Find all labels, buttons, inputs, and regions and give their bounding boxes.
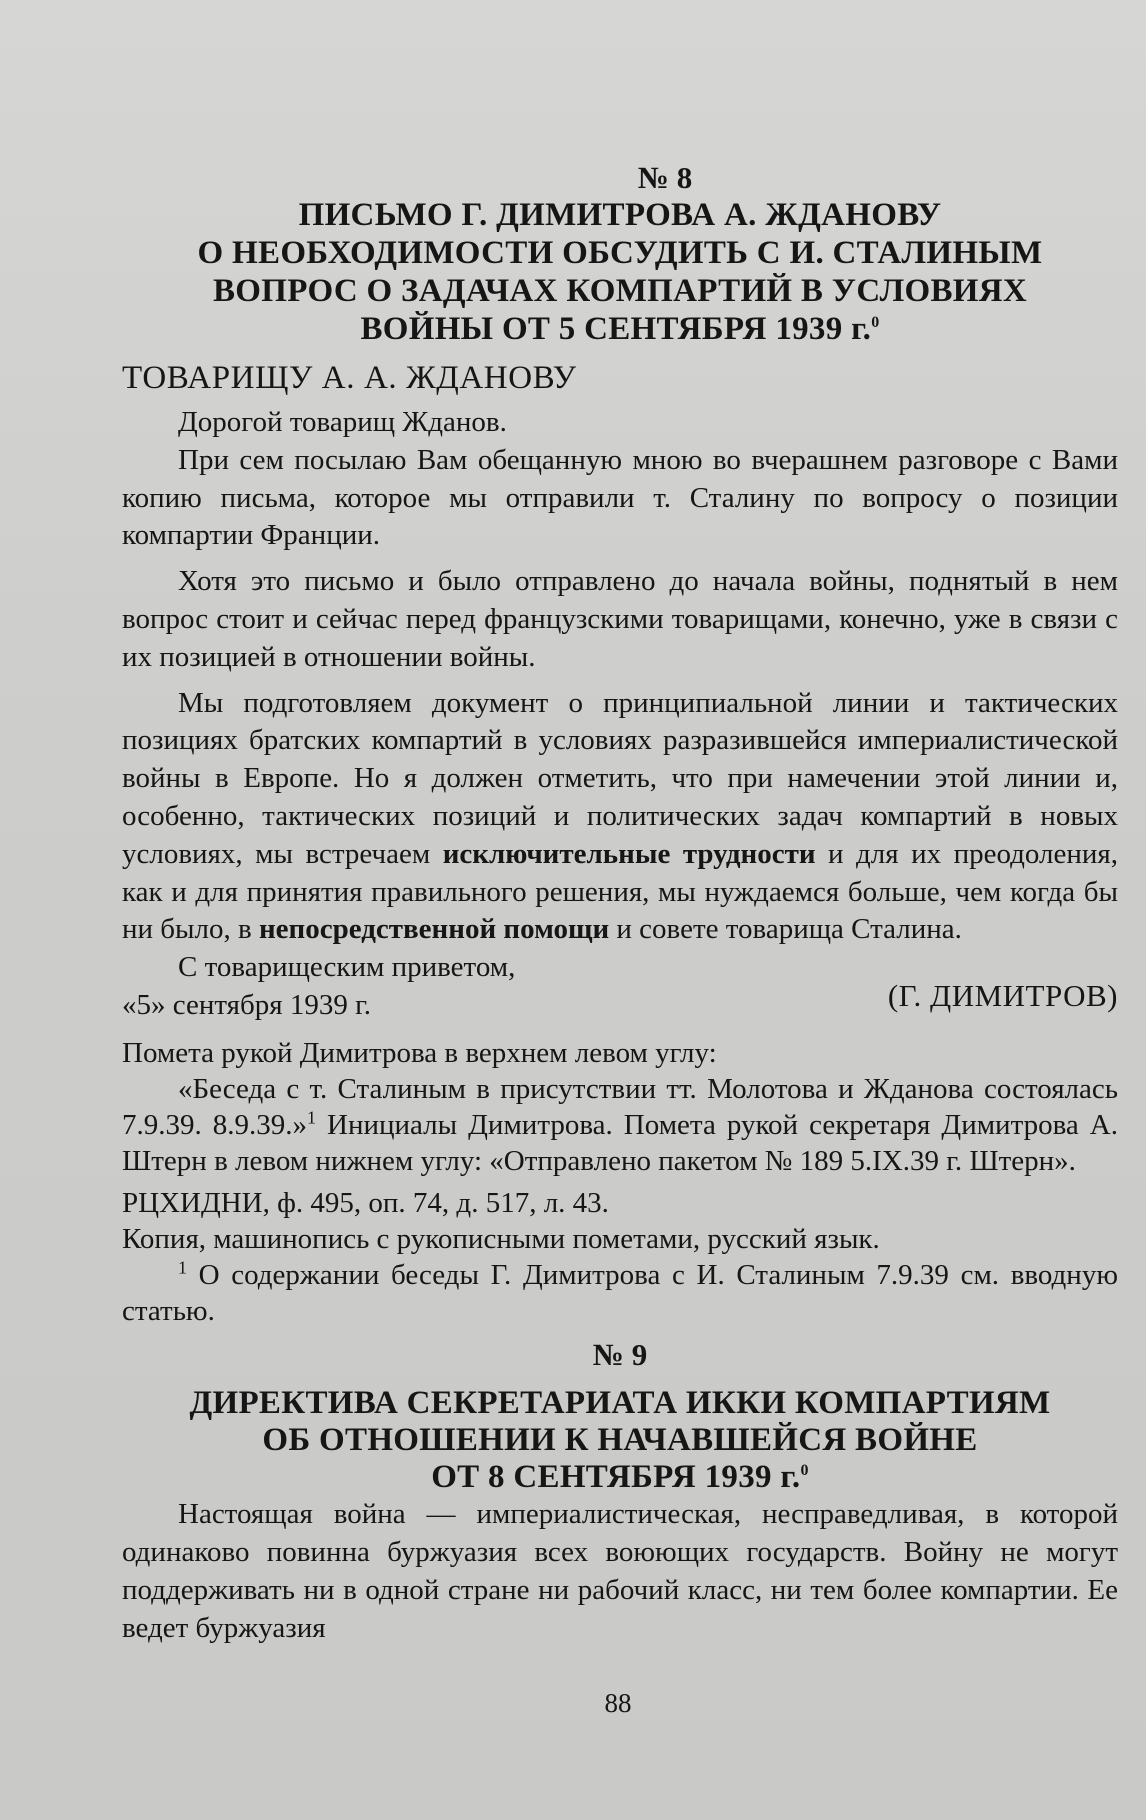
document-title xyxy=(122,196,1118,348)
title-line: О НЕОБХОДИМОСТИ ОБСУДИТЬ С И. СТАЛИНЫМ xyxy=(197,235,1043,271)
letter-date: «5» сентября 1939 г. xyxy=(122,989,371,1022)
archival-note: Помета рукой Димитрова в верхнем левом углу: xyxy=(122,1037,717,1070)
footnote-mark: 1 xyxy=(178,1257,187,1278)
archival-note: «Беседа с т. Сталиным в присутствии тт. Молотова и Жданова состоялась 7.9.39. 8.9.39.»$^1$ Инициалы Димитрова. Помета рукой секретаря Димитрова А. Штерн в левом нижнем углу: «Отправлено пакетом № 189 5.IX.39 г. Штерн». xyxy=(122,1073,1118,1178)
document-number: № 9 xyxy=(592,1337,648,1373)
emphasis: исключительные трудности xyxy=(442,837,816,870)
title-line: ВОЙНЫ ОТ 5 СЕНТЯБРЯ 1939 г.$^0$ xyxy=(360,311,880,347)
paragraph: При сем посылаю Вам обещанную мною во вчерашнем разговоре с Вами копию письма, которое мы отправили т. Сталину по вопросу о позиции компартии Франции. xyxy=(122,443,1118,552)
copy-note: Копия, машинопись с рукописными пометами, русский язык. xyxy=(122,1223,880,1256)
title-line: ОТ 8 СЕНТЯБРЯ 1939 г.$^0$ xyxy=(431,1459,809,1496)
title-marker: 0 xyxy=(800,1462,809,1480)
addressee: ТОВАРИЩУ А. А. ЖДАНОВУ xyxy=(122,360,577,396)
page-number: 88 xyxy=(604,1688,632,1718)
title-line: ПИСЬМО Г. ДИМИТРОВА А. ЖДАНОВУ xyxy=(298,197,942,233)
signature-block xyxy=(122,949,1118,1025)
signature: (Г. ДИМИТРОВ) xyxy=(887,978,1118,1014)
footnote-ref: 1 xyxy=(307,1107,317,1128)
title-line: ОБ ОТНОШЕНИИ К НАЧАВШЕЙСЯ ВОЙНЕ xyxy=(262,1422,978,1459)
footnote: $^1$ О содержании беседы Г. Димитрова с И. Сталиным 7.9.39 см. вводную статью. xyxy=(122,1257,1118,1328)
salutation: Дорогой товарищ Жданов. xyxy=(178,406,507,438)
title-marker: 0 xyxy=(871,314,880,331)
title-line: ДИРЕКТИВА СЕКРЕТАРИАТА ИККИ КОМПАРТИЯМ xyxy=(189,1385,1051,1422)
paragraph: Мы подготовляем документ о принципиальной линии и тактических позициях братских компартий в условиях разразившейся империалистической войны в Европе. Но я должен отметить, что при намечении этой линии и, особенно, тактических позиций и политических задач компартий в новых условиях, мы встречаем исключительные трудности и для их преодоления, как и для принятия правильного решения, мы нуждаемся больше, чем когда бы ни было, в непосредственной помощи и совете товарища Сталина. xyxy=(122,686,1118,946)
title-line: ВОПРОС О ЗАДАЧАХ КОМПАРТИЙ В УСЛОВИЯХ xyxy=(212,273,1028,309)
archive-reference: РЦХИДНИ, ф. 495, оп. 74, д. 517, л. 43. xyxy=(122,1187,609,1220)
closing-greeting: С товарищеским приветом, xyxy=(178,951,516,984)
document-title xyxy=(122,1385,1118,1496)
page-content xyxy=(122,160,1118,1647)
document-number: № 8 xyxy=(637,160,693,195)
paragraph: Хотя это письмо и было отправлено до начала войны, поднятый в нем вопрос стоит и сейчас перед французскими товарищами, конечно, уже в связи с их позицией в отношении войны. xyxy=(122,565,1118,673)
emphasis: непосредственной помощи xyxy=(258,913,610,946)
paragraph: Настоящая война — империалистическая, несправедливая, в которой одинаково повинна буржуазия всех воюющих государств. Войну не могут поддерживать ни в одной стране ни рабочий класс, ни тем более компартии. Ее ведет буржуазия xyxy=(122,1498,1118,1644)
